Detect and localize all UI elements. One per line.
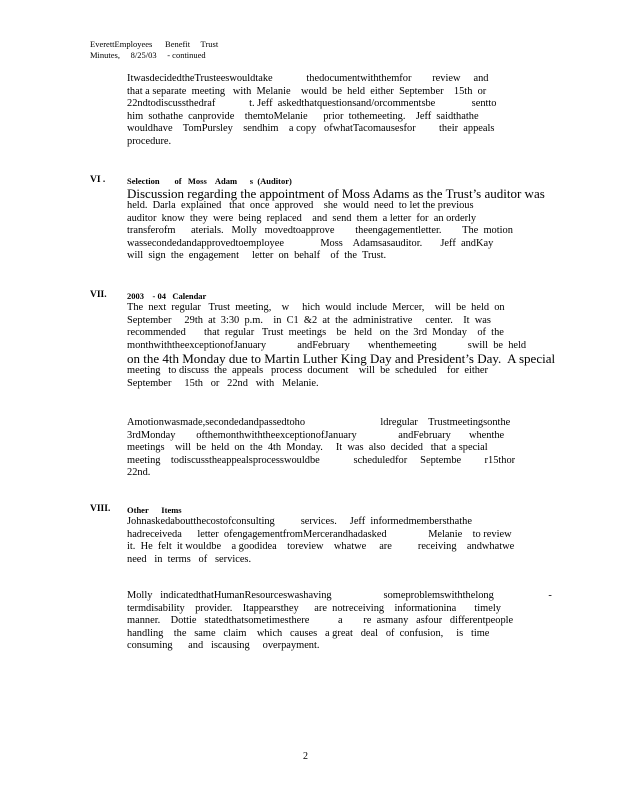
intro-line: 22ndtodiscussthedraf t. Jeff askedthatquestionsand/orcommentsbe sentto: [127, 98, 497, 110]
paragraph-line: Molly indicatedthatHumanResourceswashaving someproblemswiththelong -: [127, 590, 552, 601]
section-viii-paragraph: [127, 516, 537, 566]
paragraph-line: Discussion regarding the appointment of Moss Adams as the Trust’s auditor was: [127, 186, 545, 201]
section-number: VI .: [90, 175, 106, 185]
paragraph-line: auditor know they were being replaced and send them a letter for an orderly: [127, 212, 477, 224]
paragraph-line: wassecondedandapprovedtoemployee Moss Adamsasauditor. Jeff andKay: [127, 237, 494, 249]
paragraph-line: recommended that regular Trust meetings be held on the 3rd Monday of the: [127, 327, 504, 339]
section-title: Other Items: [127, 505, 182, 515]
section-vii-paragraph: [127, 302, 556, 391]
intro-line: wouldhave TomPursley sendhim a copy ofwhatTacomausesfor their appeals: [127, 123, 495, 135]
paragraph-line: hadreceiveda letter ofengagementfromMercerandhadasked Melanie to review: [127, 528, 512, 540]
intro-line: that a separate meeting with Melanie would be held either September 15th or: [127, 85, 487, 97]
section-number: VII.: [90, 290, 107, 300]
paragraph-line: meeting to discuss the appeals process document will be scheduled for either: [127, 365, 488, 377]
paragraph-line: Johnaskedaboutthecostofconsulting services. Jeff informedmembersthathe: [127, 516, 472, 527]
paragraph-line: transferofm aterials. Molly movedtoapprove theengagementletter. The motion: [127, 225, 513, 237]
section-vi-paragraph: [127, 186, 545, 263]
section-viii-ltd-paragraph: [127, 590, 552, 653]
paragraph-line: meeting todiscusstheappealsprocesswouldbe scheduledfor Septembe r15thor: [127, 454, 516, 466]
page-header: [90, 39, 218, 61]
page-number: 2: [303, 751, 308, 762]
intro-line: him sothathe canprovide themtoMelanie prior tothemeeting. Jeff saidthathe: [127, 110, 479, 122]
paragraph-line: held. Darla explained that once approved she would need to let the previous: [127, 200, 474, 211]
paragraph-line: monthwiththeexceptionofJanuary andFebruary whenthemeeting swill be held: [127, 339, 527, 351]
paragraph-line: on the 4th Monday due to Martin Luther King Day and President’s Day. A special: [127, 351, 556, 367]
paragraph-line: will sign the engagement letter on behalf of the Trust.: [127, 250, 387, 262]
intro-paragraph: [127, 73, 537, 149]
section-vii-motion-paragraph: [127, 417, 537, 480]
paragraph-line: September 15th or 22nd with Melanie.: [127, 377, 319, 389]
paragraph-line: it. He felt it wouldbe a goodidea toreview whatwe are receiving andwhatwe: [127, 541, 515, 553]
paragraph-line: September 29th at 3:30 p.m. in C1 &2 at the administrative center. It was: [127, 314, 491, 326]
intro-line: ItwasdecidedtheTrusteeswouldtake thedocumentwiththemfor review and: [127, 73, 489, 84]
section-number: VIII.: [90, 504, 111, 514]
paragraph-line: meetings will be held on the 4th Monday. It was also decided that a special: [127, 442, 488, 454]
header-line-2: Minutes, 8/25/03 - continued: [90, 50, 206, 60]
paragraph-line: termdisability provider. Itappearsthey are notreceiving informationina timely: [127, 602, 501, 614]
paragraph-line: 3rdMonday ofthemonthwiththeexceptionofJanuary andFebruary whenthe: [127, 429, 505, 441]
paragraph-line: consuming and iscausing overpayment.: [127, 640, 320, 652]
paragraph-line: Amotionwasmade,secondedandpassedtoho ldregular Trustmeetingsonthe: [127, 417, 511, 428]
section-title: Selection of Moss Adam s (Auditor): [127, 176, 292, 186]
header-line-1: EverettEmployees Benefit Trust: [90, 39, 219, 49]
intro-line: procedure.: [127, 135, 172, 147]
section-title: 2003 - 04 Calendar: [127, 291, 207, 301]
paragraph-line: need in terms of services.: [127, 553, 252, 565]
paragraph-line: The next regular Trust meeting, w hich would include Mercer, will be held on: [127, 302, 505, 313]
paragraph-line: handling the same claim which causes a great deal of confusion, is time: [127, 627, 490, 639]
paragraph-line: manner. Dottie statedthatsometimesthere a re asmany asfour differentpeople: [127, 615, 514, 627]
paragraph-line: 22nd.: [127, 467, 151, 479]
